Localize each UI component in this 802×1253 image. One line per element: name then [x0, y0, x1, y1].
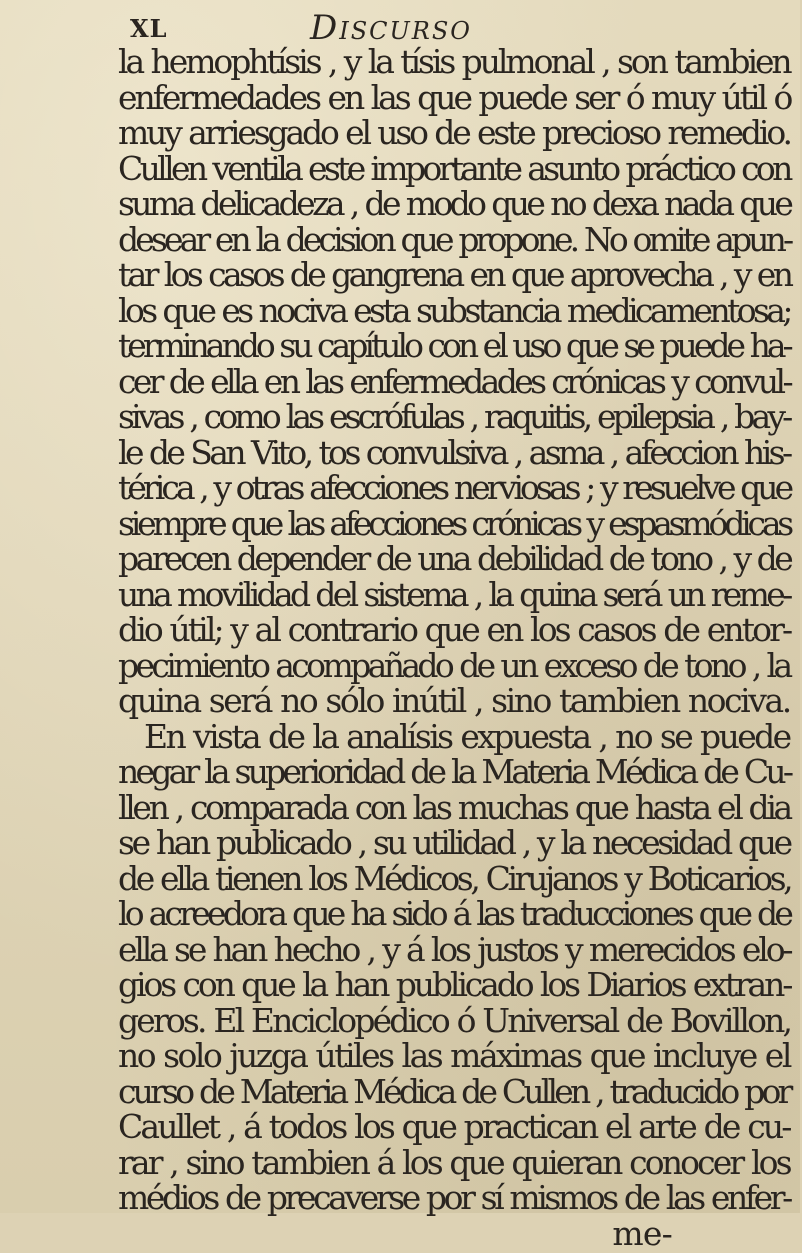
text-line: geros. El Enciclopédico ó Universal de Bovillon,: [118, 1000, 791, 1040]
text-line: una movilidad del sistema , la quina será un reme-: [118, 574, 790, 614]
text-line: suma delicadeza , de modo que no dexa nada que: [118, 184, 791, 223]
text-line: tar los casos de gangrena en que aprovecha , y en: [118, 255, 791, 294]
text-line: térica , y otras afecciones nerviosas ; y resuelve que: [118, 468, 791, 507]
text-line: desear en la decision que propone. No omite apun-: [118, 219, 791, 259]
text-line: ella se han hecho , y á los justos y merecidos elo-: [118, 929, 791, 969]
text-line: los que es nociva esta substancia medicamentosa;: [118, 290, 790, 330]
text-line: médios de precaverse por sí mismos de las enfer-: [118, 1178, 790, 1217]
text-line: negar la superioridad de la Materia Médica de Cu-: [118, 752, 791, 791]
text-line: dio útil; y al contrario que en los casos de entor-: [118, 610, 791, 649]
text-line: terminando su capítulo con el uso que se puede ha-: [118, 326, 790, 365]
page-number: XL: [130, 14, 168, 43]
page-header: [130, 6, 690, 46]
text-line: cer de ella en las enfermedades crónicas y convul-: [118, 361, 790, 401]
text-line: parecen depender de una debilidad de tono , y de: [118, 539, 791, 578]
text-line: rar , sino tambien á los que quieran conocer los: [118, 1142, 790, 1182]
text-line: la hemophtísis , y la tísis pulmonal , son tambien: [118, 42, 790, 81]
running-head: Discurso: [310, 8, 472, 48]
paragraph-start-line: En vista de la analísis expuesta , no se puede: [144, 716, 790, 756]
text-line: pecimiento acompañado de un exceso de tono , la: [118, 645, 790, 685]
text-line: Caullet , á todos los que practican el arte de cu-: [118, 1107, 790, 1146]
text-line: siempre que las afecciones crónicas y espasmódicas: [118, 503, 791, 543]
text-line: Cullen ventila este importante asunto práctico con: [118, 148, 790, 188]
text-line: enfermedades en las que puede ser ó muy útil ó: [118, 77, 791, 117]
text-line: gios con que la han publicado los Diarios extran-: [118, 965, 791, 1004]
text-line: le de San Vito, tos convulsiva , asma , afeccion his-: [118, 432, 790, 472]
text-line: sivas , como las escrófulas , raquitis, epilepsia , bay-: [118, 397, 790, 436]
body-text: [118, 44, 802, 1251]
text-line: no solo juzga útiles las máximas que incluye el: [118, 1036, 790, 1075]
text-line: se han publicado , su utilidad , y la necesidad que: [118, 823, 790, 862]
text-line: quina será no sólo inútil , sino tambien nociva.: [118, 681, 790, 720]
catchword: me-: [612, 1213, 672, 1253]
text-line: de ella tienen los Médicos, Cirujanos y Boticarios,: [118, 858, 791, 898]
text-line: lo acreedora que ha sido á las traducciones que de: [118, 894, 791, 933]
text-line: curso de Materia Médica de Cullen , traducido por: [118, 1071, 790, 1111]
text-line: muy arriesgado el uso de este precioso remedio.: [118, 113, 790, 152]
text-line: llen , comparada con las muchas que hasta el dia: [118, 787, 790, 827]
